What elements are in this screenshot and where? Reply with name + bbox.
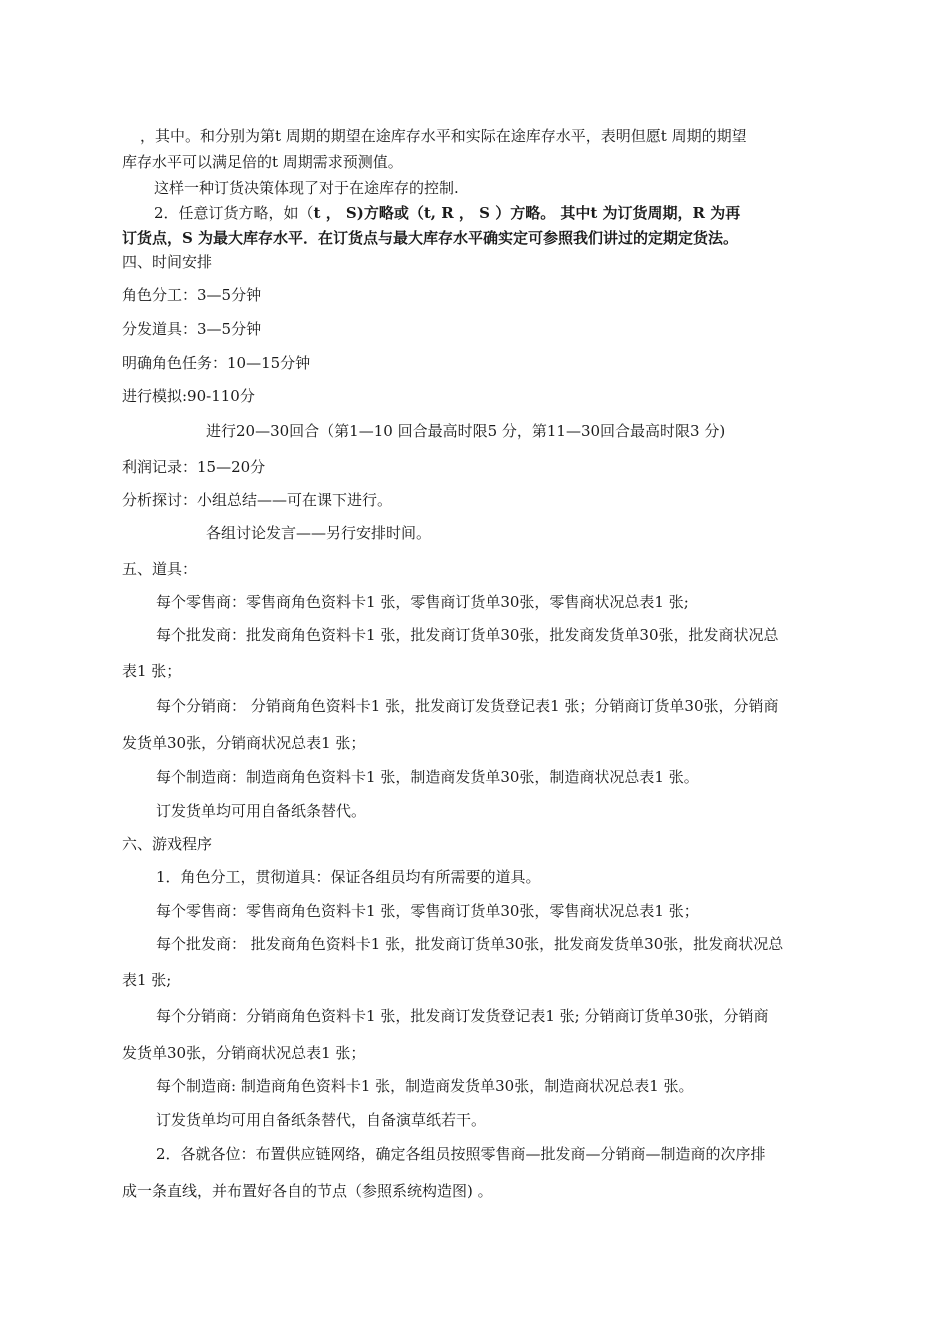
props-line: 每个制造商：制造商角色资料卡1 张，制造商发货单30张，制造商状况总表1 张。 xyxy=(156,768,699,786)
section-heading-props: 五、道具： xyxy=(122,560,198,578)
procedure-line: 1．角色分工，贯彻道具：保证各组员均有所需要的道具。 xyxy=(156,868,541,886)
time-item: 进行模拟:90-110分 xyxy=(122,387,255,405)
procedure-line: 发货单30张，分销商状况总表1 张； xyxy=(122,1044,366,1062)
props-line: 发货单30张，分销商状况总表1 张； xyxy=(122,734,366,752)
props-line: 每个零售商：零售商角色资料卡1 张，零售商订货单30张，零售商状况总表1 张; xyxy=(156,593,689,611)
procedure-line: 订发货单均可用自备纸条替代，自备演草纸若干。 xyxy=(156,1111,487,1129)
props-line: 每个分销商： 分销商角色资料卡1 张，批发商订发货登记表1 张；分销商订货单30张，分销商 xyxy=(156,697,779,715)
time-item: 角色分工：3—5分钟 xyxy=(122,286,262,304)
policy-bold-text: t ， S)方略或（t, R ， S ）方略。 其中t 为订货周期，R 为再 xyxy=(313,204,741,222)
procedure-line: 每个分销商：分销商角色资料卡1 张，批发商订发货登记表1 张; 分销商订货单30张，分销商 xyxy=(156,1007,769,1025)
props-line: 订发货单均可用自备纸条替代。 xyxy=(156,802,367,820)
procedure-line: 每个零售商：零售商角色资料卡1 张，零售商订货单30张，零售商状况总表1 张； xyxy=(156,902,699,920)
time-item-detail: 进行20—30回合（第1—10 回合最高时限5 分，第11—30回合最高时限3 分) xyxy=(206,422,726,440)
procedure-line: 每个批发商： 批发商角色资料卡1 张，批发商订货单30张，批发商发货单30张，批发商状况总 xyxy=(156,935,784,953)
props-line: 每个批发商：批发商角色资料卡1 张，批发商订货单30张，批发商发货单30张，批发商状况总 xyxy=(156,626,779,644)
section-heading-procedure: 六、游戏程序 xyxy=(122,835,213,853)
intro-paragraph-3-line-2: 订货点，S 为最大库存水平．在订货点与最大库存水平确实定可参照我们讲过的定期定货法。 xyxy=(122,229,739,247)
time-item: 明确角色任务：10—15分钟 xyxy=(122,354,311,372)
section-heading-time: 四、时间安排 xyxy=(122,253,213,271)
intro-paragraph-3-line-1 xyxy=(154,203,740,223)
procedure-line: 2．各就各位：布置供应链网络，确定各组员按照零售商—批发商—分销商—制造商的次序排 xyxy=(156,1145,766,1163)
intro-paragraph-1-line-2: 库存水平可以满足倍的t 周期需求预测值。 xyxy=(122,153,403,171)
procedure-line: 表1 张; xyxy=(122,971,172,989)
procedure-line: 成一条直线，并布置好各自的节点（参照系统构造图) 。 xyxy=(122,1182,493,1200)
time-item: 分析探讨：小组总结——可在课下进行。 xyxy=(122,491,393,509)
procedure-line: 每个制造商: 制造商角色资料卡1 张，制造商发货单30张，制造商状况总表1 张。 xyxy=(156,1077,694,1095)
policy-intro-text: 2．任意订货方略，如（ xyxy=(154,204,314,222)
intro-paragraph-2: 这样一种订货决策体现了对于在途库存的控制. xyxy=(154,179,459,197)
props-line: 表1 张； xyxy=(122,662,182,680)
intro-paragraph-1-line-1: ，其中。和分别为第t 周期的期望在途库存水平和实际在途库存水平，表明但愿t 周期的期望 xyxy=(140,127,747,145)
time-item: 分发道具：3—5分钟 xyxy=(122,320,262,338)
time-item: 利润记录：15—20分 xyxy=(122,458,266,476)
time-item-detail: 各组讨论发言——另行安排时间。 xyxy=(206,524,432,542)
